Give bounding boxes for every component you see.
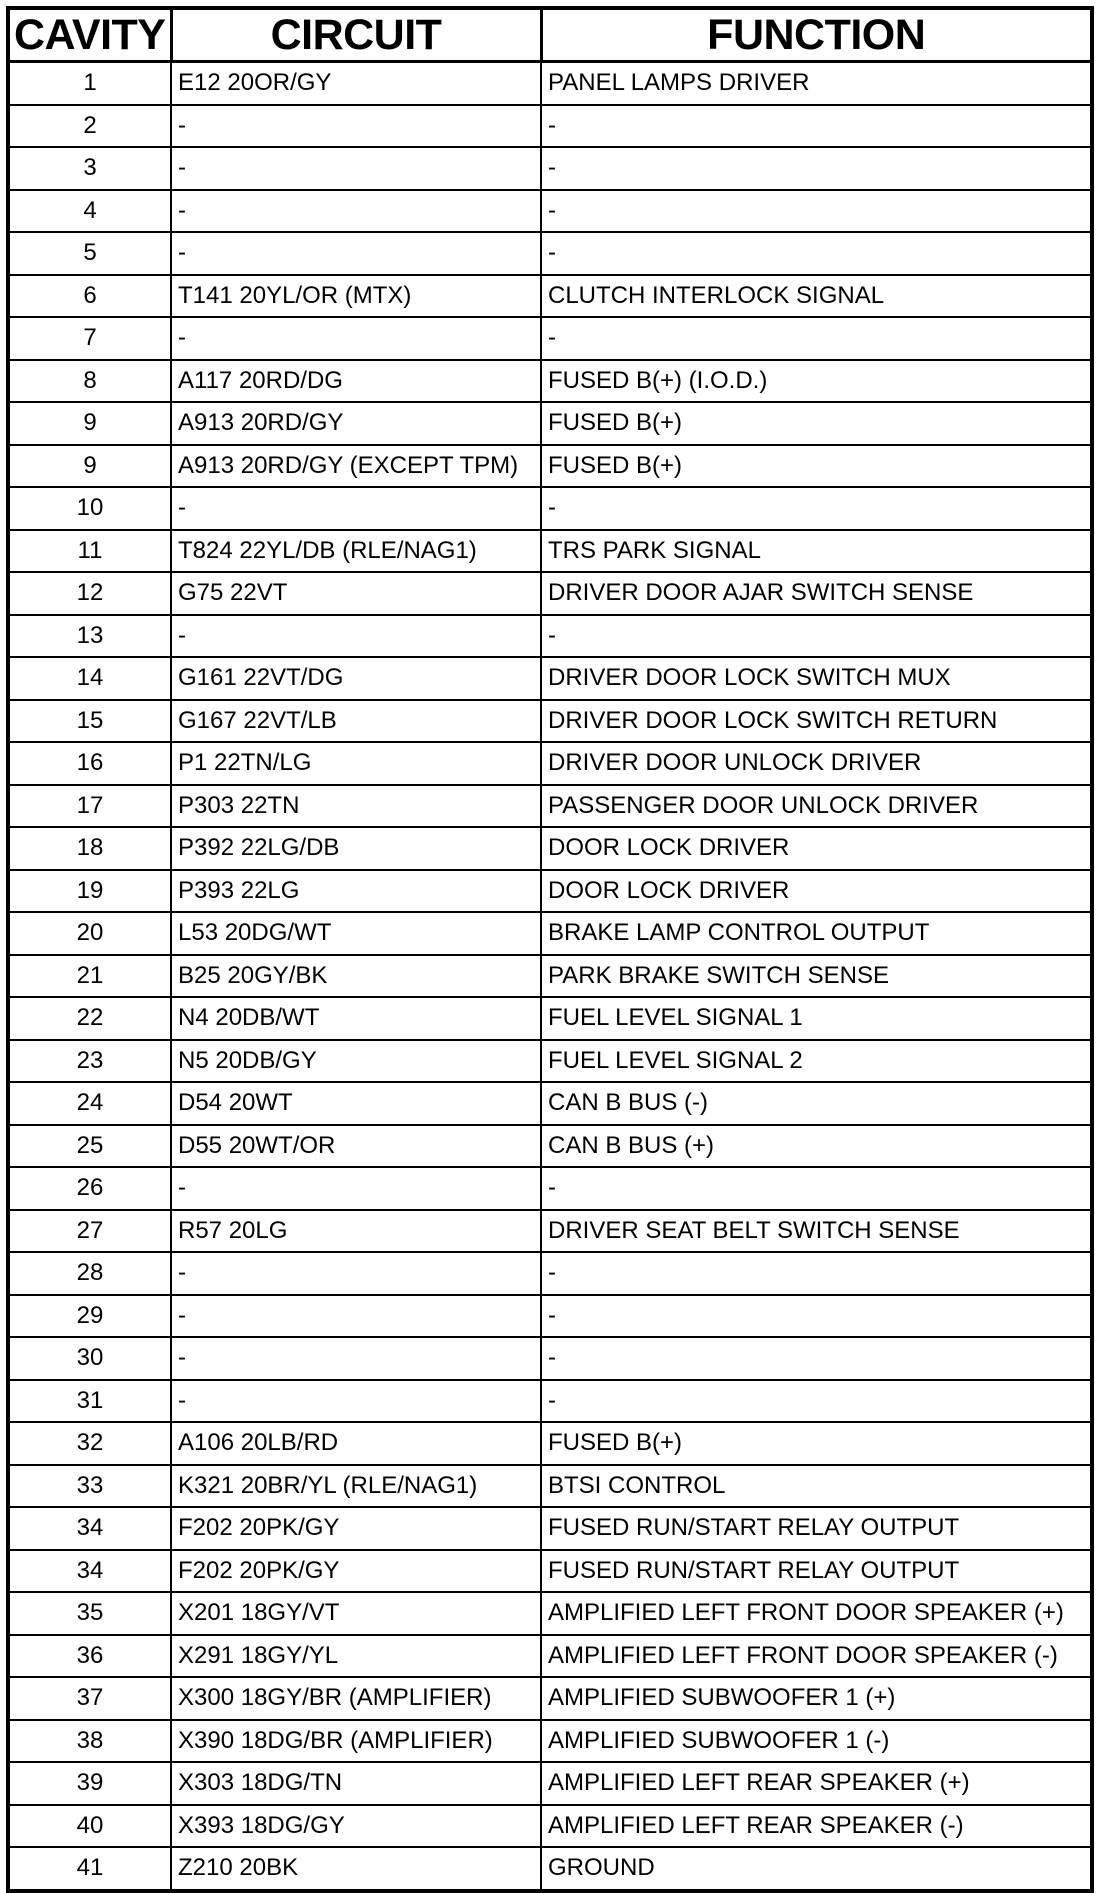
cavity-cell: 25 bbox=[8, 1125, 171, 1168]
function-cell: - bbox=[541, 105, 1092, 148]
table-row bbox=[8, 572, 1092, 615]
function-cell: AMPLIFIED LEFT REAR SPEAKER (+) bbox=[541, 1762, 1092, 1805]
function-cell: - bbox=[541, 232, 1092, 275]
circuit-header: CIRCUIT bbox=[171, 8, 541, 62]
circuit-cell: T141 20YL/OR (MTX) bbox=[171, 275, 541, 318]
table-row bbox=[8, 1337, 1092, 1380]
function-cell: DRIVER DOOR AJAR SWITCH SENSE bbox=[541, 572, 1092, 615]
function-cell: TRS PARK SIGNAL bbox=[541, 530, 1092, 573]
table-row bbox=[8, 1422, 1092, 1465]
cavity-cell: 29 bbox=[8, 1295, 171, 1338]
cavity-cell: 22 bbox=[8, 997, 171, 1040]
cavity-cell: 18 bbox=[8, 827, 171, 870]
table-row bbox=[8, 1677, 1092, 1720]
table-row bbox=[8, 147, 1092, 190]
cavity-cell: 37 bbox=[8, 1677, 171, 1720]
table-row bbox=[8, 700, 1092, 743]
table-row bbox=[8, 105, 1092, 148]
circuit-cell: X300 18GY/BR (AMPLIFIER) bbox=[171, 1677, 541, 1720]
circuit-cell: P393 22LG bbox=[171, 870, 541, 913]
table-row bbox=[8, 615, 1092, 658]
table-row bbox=[8, 870, 1092, 913]
circuit-cell: - bbox=[171, 317, 541, 360]
table-row bbox=[8, 1125, 1092, 1168]
cavity-cell: 1 bbox=[8, 62, 171, 105]
cavity-cell: 7 bbox=[8, 317, 171, 360]
function-cell: AMPLIFIED SUBWOOFER 1 (+) bbox=[541, 1677, 1092, 1720]
function-cell: FUSED B(+) (I.O.D.) bbox=[541, 360, 1092, 403]
function-cell: AMPLIFIED LEFT REAR SPEAKER (-) bbox=[541, 1805, 1092, 1848]
table-row bbox=[8, 530, 1092, 573]
cavity-cell: 24 bbox=[8, 1082, 171, 1125]
function-cell: FUSED B(+) bbox=[541, 1422, 1092, 1465]
function-cell: DRIVER DOOR LOCK SWITCH RETURN bbox=[541, 700, 1092, 743]
cavity-cell: 38 bbox=[8, 1720, 171, 1763]
circuit-cell: X393 18DG/GY bbox=[171, 1805, 541, 1848]
cavity-cell: 35 bbox=[8, 1592, 171, 1635]
cavity-cell: 36 bbox=[8, 1635, 171, 1678]
circuit-cell: - bbox=[171, 232, 541, 275]
function-cell: - bbox=[541, 317, 1092, 360]
cavity-cell: 19 bbox=[8, 870, 171, 913]
function-cell: - bbox=[541, 615, 1092, 658]
circuit-cell: N4 20DB/WT bbox=[171, 997, 541, 1040]
function-cell: AMPLIFIED LEFT FRONT DOOR SPEAKER (-) bbox=[541, 1635, 1092, 1678]
circuit-cell: - bbox=[171, 1380, 541, 1423]
circuit-cell: E12 20OR/GY bbox=[171, 62, 541, 105]
cavity-cell: 10 bbox=[8, 487, 171, 530]
table-row bbox=[8, 1762, 1092, 1805]
cavity-cell: 20 bbox=[8, 912, 171, 955]
cavity-header: CAVITY bbox=[8, 8, 171, 62]
table-row bbox=[8, 1550, 1092, 1593]
cavity-cell: 9 bbox=[8, 445, 171, 488]
circuit-cell: - bbox=[171, 105, 541, 148]
function-cell: CLUTCH INTERLOCK SIGNAL bbox=[541, 275, 1092, 318]
circuit-cell: A117 20RD/DG bbox=[171, 360, 541, 403]
cavity-cell: 34 bbox=[8, 1507, 171, 1550]
circuit-cell: - bbox=[171, 487, 541, 530]
function-cell: PASSENGER DOOR UNLOCK DRIVER bbox=[541, 785, 1092, 828]
circuit-cell: R57 20LG bbox=[171, 1210, 541, 1253]
table-row bbox=[8, 487, 1092, 530]
cavity-cell: 31 bbox=[8, 1380, 171, 1423]
circuit-cell: F202 20PK/GY bbox=[171, 1507, 541, 1550]
function-cell: PANEL LAMPS DRIVER bbox=[541, 62, 1092, 105]
cavity-cell: 13 bbox=[8, 615, 171, 658]
function-cell: DRIVER DOOR UNLOCK DRIVER bbox=[541, 742, 1092, 785]
function-cell: FUEL LEVEL SIGNAL 2 bbox=[541, 1040, 1092, 1083]
circuit-cell: F202 20PK/GY bbox=[171, 1550, 541, 1593]
function-cell: BRAKE LAMP CONTROL OUTPUT bbox=[541, 912, 1092, 955]
circuit-cell: - bbox=[171, 190, 541, 233]
table-row bbox=[8, 1082, 1092, 1125]
function-cell: - bbox=[541, 1380, 1092, 1423]
circuit-cell: A106 20LB/RD bbox=[171, 1422, 541, 1465]
circuit-cell: N5 20DB/GY bbox=[171, 1040, 541, 1083]
cavity-cell: 32 bbox=[8, 1422, 171, 1465]
cavity-cell: 15 bbox=[8, 700, 171, 743]
function-cell: PARK BRAKE SWITCH SENSE bbox=[541, 955, 1092, 998]
table-row bbox=[8, 1380, 1092, 1423]
circuit-cell: Z210 20BK bbox=[171, 1847, 541, 1891]
cavity-cell: 8 bbox=[8, 360, 171, 403]
table-row bbox=[8, 190, 1092, 233]
function-cell: DRIVER DOOR LOCK SWITCH MUX bbox=[541, 657, 1092, 700]
cavity-cell: 34 bbox=[8, 1550, 171, 1593]
circuit-cell: G75 22VT bbox=[171, 572, 541, 615]
function-cell: - bbox=[541, 1252, 1092, 1295]
function-cell: - bbox=[541, 487, 1092, 530]
function-cell: - bbox=[541, 1167, 1092, 1210]
cavity-cell: 26 bbox=[8, 1167, 171, 1210]
function-cell: CAN B BUS (-) bbox=[541, 1082, 1092, 1125]
table-row bbox=[8, 62, 1092, 105]
table-row bbox=[8, 1465, 1092, 1508]
cavity-cell: 23 bbox=[8, 1040, 171, 1083]
cavity-cell: 12 bbox=[8, 572, 171, 615]
cavity-cell: 30 bbox=[8, 1337, 171, 1380]
cavity-cell: 14 bbox=[8, 657, 171, 700]
circuit-cell: L53 20DG/WT bbox=[171, 912, 541, 955]
circuit-cell: - bbox=[171, 147, 541, 190]
function-cell: CAN B BUS (+) bbox=[541, 1125, 1092, 1168]
table-row bbox=[8, 232, 1092, 275]
cavity-cell: 33 bbox=[8, 1465, 171, 1508]
table-row bbox=[8, 402, 1092, 445]
table-row bbox=[8, 1805, 1092, 1848]
pinout-table bbox=[6, 6, 1094, 1893]
cavity-cell: 5 bbox=[8, 232, 171, 275]
header-row bbox=[8, 8, 1092, 62]
table-row bbox=[8, 275, 1092, 318]
circuit-cell: P392 22LG/DB bbox=[171, 827, 541, 870]
function-cell: DOOR LOCK DRIVER bbox=[541, 827, 1092, 870]
cavity-cell: 27 bbox=[8, 1210, 171, 1253]
circuit-cell: A913 20RD/GY bbox=[171, 402, 541, 445]
function-cell: - bbox=[541, 147, 1092, 190]
table-row bbox=[8, 1295, 1092, 1338]
circuit-cell: K321 20BR/YL (RLE/NAG1) bbox=[171, 1465, 541, 1508]
cavity-cell: 3 bbox=[8, 147, 171, 190]
circuit-cell: - bbox=[171, 615, 541, 658]
circuit-cell: D54 20WT bbox=[171, 1082, 541, 1125]
table-row bbox=[8, 997, 1092, 1040]
circuit-cell: T824 22YL/DB (RLE/NAG1) bbox=[171, 530, 541, 573]
table-row bbox=[8, 1507, 1092, 1550]
cavity-cell: 16 bbox=[8, 742, 171, 785]
table-row bbox=[8, 1847, 1092, 1891]
table-row bbox=[8, 1167, 1092, 1210]
circuit-cell: - bbox=[171, 1295, 541, 1338]
circuit-cell: B25 20GY/BK bbox=[171, 955, 541, 998]
cavity-cell: 17 bbox=[8, 785, 171, 828]
cavity-cell: 28 bbox=[8, 1252, 171, 1295]
table-row bbox=[8, 742, 1092, 785]
cavity-cell: 4 bbox=[8, 190, 171, 233]
circuit-cell: - bbox=[171, 1252, 541, 1295]
function-cell: - bbox=[541, 190, 1092, 233]
function-cell: GROUND bbox=[541, 1847, 1092, 1891]
table-row bbox=[8, 785, 1092, 828]
table-row bbox=[8, 955, 1092, 998]
function-cell: DOOR LOCK DRIVER bbox=[541, 870, 1092, 913]
function-cell: AMPLIFIED SUBWOOFER 1 (-) bbox=[541, 1720, 1092, 1763]
function-header: FUNCTION bbox=[541, 8, 1092, 62]
function-cell: BTSI CONTROL bbox=[541, 1465, 1092, 1508]
circuit-cell: X390 18DG/BR (AMPLIFIER) bbox=[171, 1720, 541, 1763]
function-cell: - bbox=[541, 1295, 1092, 1338]
circuit-cell: G167 22VT/LB bbox=[171, 700, 541, 743]
cavity-cell: 41 bbox=[8, 1847, 171, 1891]
table-row bbox=[8, 1210, 1092, 1253]
circuit-cell: P1 22TN/LG bbox=[171, 742, 541, 785]
table-row bbox=[8, 1635, 1092, 1678]
function-cell: DRIVER SEAT BELT SWITCH SENSE bbox=[541, 1210, 1092, 1253]
table-row bbox=[8, 1252, 1092, 1295]
table-row bbox=[8, 445, 1092, 488]
circuit-cell: P303 22TN bbox=[171, 785, 541, 828]
circuit-cell: - bbox=[171, 1167, 541, 1210]
circuit-cell: X201 18GY/VT bbox=[171, 1592, 541, 1635]
table-row bbox=[8, 317, 1092, 360]
function-cell: FUSED RUN/START RELAY OUTPUT bbox=[541, 1550, 1092, 1593]
function-cell: FUSED B(+) bbox=[541, 402, 1092, 445]
function-cell: - bbox=[541, 1337, 1092, 1380]
cavity-cell: 21 bbox=[8, 955, 171, 998]
function-cell: FUSED RUN/START RELAY OUTPUT bbox=[541, 1507, 1092, 1550]
function-cell: FUEL LEVEL SIGNAL 1 bbox=[541, 997, 1092, 1040]
cavity-cell: 11 bbox=[8, 530, 171, 573]
table-row bbox=[8, 657, 1092, 700]
cavity-cell: 39 bbox=[8, 1762, 171, 1805]
table-row bbox=[8, 1592, 1092, 1635]
circuit-cell: X291 18GY/YL bbox=[171, 1635, 541, 1678]
cavity-cell: 2 bbox=[8, 105, 171, 148]
table-row bbox=[8, 912, 1092, 955]
table-row bbox=[8, 1040, 1092, 1083]
circuit-cell: D55 20WT/OR bbox=[171, 1125, 541, 1168]
function-cell: FUSED B(+) bbox=[541, 445, 1092, 488]
cavity-cell: 40 bbox=[8, 1805, 171, 1848]
circuit-cell: A913 20RD/GY (EXCEPT TPM) bbox=[171, 445, 541, 488]
cavity-cell: 6 bbox=[8, 275, 171, 318]
circuit-cell: X303 18DG/TN bbox=[171, 1762, 541, 1805]
circuit-cell: G161 22VT/DG bbox=[171, 657, 541, 700]
cavity-cell: 9 bbox=[8, 402, 171, 445]
function-cell: AMPLIFIED LEFT FRONT DOOR SPEAKER (+) bbox=[541, 1592, 1092, 1635]
circuit-cell: - bbox=[171, 1337, 541, 1380]
table-row bbox=[8, 360, 1092, 403]
table-row bbox=[8, 827, 1092, 870]
table-row bbox=[8, 1720, 1092, 1763]
